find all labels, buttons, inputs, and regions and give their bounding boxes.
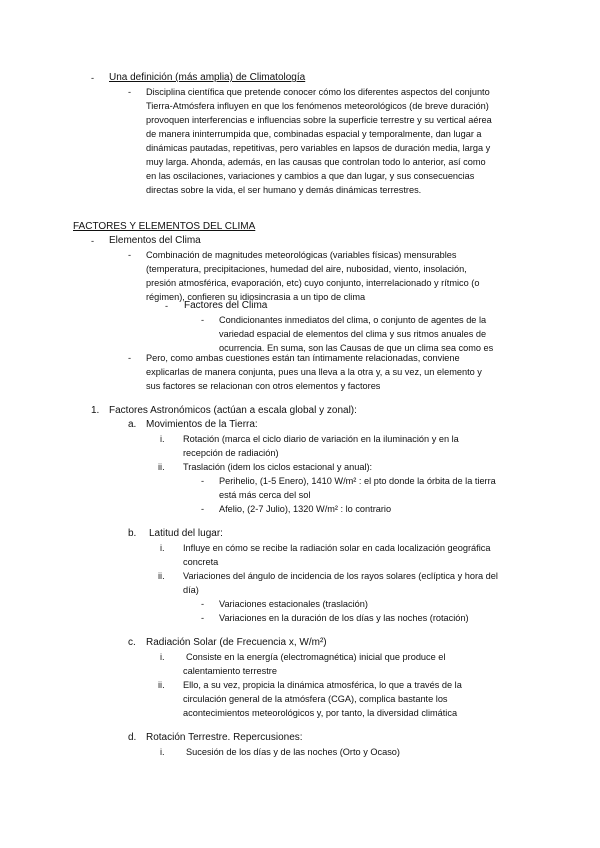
dinamica-text-line: Ello, a su vez, propicia la dinámica atmosférica, lo que a través de la	[183, 680, 462, 690]
rotacion-text-line: recepción de radiación)	[183, 448, 279, 458]
elementos-text-line: presión atmosférica, evaporación, etc) cuyo conjunto, interrelacionado y rítmico (o	[146, 278, 480, 288]
angulo-text-line: día)	[183, 585, 199, 595]
factores-label: Factores del Clima	[184, 300, 268, 311]
list-letter: d.	[128, 732, 137, 743]
definition-text-line: muy larga. Ahonda, además, en las causas que controlan todo lo anterior, así como	[146, 157, 486, 167]
bullet-dash: -	[128, 353, 132, 363]
angulo-text-line: Variaciones del ángulo de incidencia de los rayos solares (eclíptica y hora del	[183, 571, 498, 581]
latitud-text-line: concreta	[183, 557, 219, 567]
list-roman: ii.	[158, 462, 165, 472]
bullet-dash: -	[91, 236, 95, 246]
list-letter: b.	[128, 528, 137, 539]
list-roman: ii.	[158, 680, 165, 690]
list-number: 1.	[91, 405, 100, 416]
elementos-text-line: (temperatura, precipitaciones, humedad del aire, nubosidad, viento, insolación,	[146, 264, 467, 274]
definition-text-line: en las oscilaciones, variaciones y cambios a que dan lugar, y sus consecuencias	[146, 171, 475, 181]
list-letter: a.	[128, 419, 137, 430]
latitud-label: Latitud del lugar:	[149, 528, 223, 539]
list-roman: i.	[160, 434, 165, 444]
list-roman: i.	[160, 747, 165, 757]
factores-text-line: Condicionantes inmediatos del clima, o conjunto de agentes de la	[219, 315, 487, 325]
definition-heading: Una definición (más amplia) de Climatología	[109, 72, 306, 83]
astronomicos-title: Factores Astronómicos (actúan a escala global y zonal):	[109, 405, 357, 416]
section-title: FACTORES Y ELEMENTOS DEL CLIMA	[73, 221, 256, 232]
traslacion-text-line: Traslación (idem los ciclos estacional y anual):	[183, 462, 373, 472]
definition-text-line: directas sobre la vida, el ser humano y demás dinámicas terrestres.	[146, 185, 422, 195]
radiacion-text-line: calentamiento terrestre	[183, 666, 277, 676]
perihelio-text-line: Perihelio, (1-5 Enero), 1410 W/m² : el pto donde la órbita de la tierra	[219, 476, 496, 486]
bullet-dash: -	[201, 504, 205, 514]
list-roman: i.	[160, 543, 165, 553]
bullet-dash: -	[165, 301, 169, 311]
dinamica-text-line: acontecimientos meteorológicos y, por tanto, la diversidad climática	[183, 708, 458, 718]
radiacion-text-line: Consiste en la energía (electromagnética) inicial que produce el	[186, 652, 446, 662]
list-letter: c.	[128, 637, 136, 648]
list-roman: ii.	[158, 571, 165, 581]
bullet-dash: -	[201, 476, 205, 486]
pero-text-line: explicarlas de manera conjunta, pues una lleva a la otra y, a su vez, un elemento y	[146, 367, 482, 377]
rotacion-text-line: Rotación (marca el ciclo diario de variación en la iluminación y en la	[183, 434, 459, 444]
radiacion-label: Radiación Solar (de Frecuencia x, W/m²)	[146, 637, 327, 648]
elementos-label: Elementos del Clima	[109, 235, 201, 246]
bullet-dash: -	[201, 599, 205, 609]
dinamica-text-line: circulación general de la atmósfera (CGA), complica bastante los	[183, 694, 448, 704]
perihelio-text-line: está más cerca del sol	[219, 490, 311, 500]
movimientos-label: Movimientos de la Tierra:	[146, 419, 258, 430]
elementos-text-line: Combinación de magnitudes meteorológicas (variables físicas) mensurables	[146, 250, 457, 260]
elementos-text-line: régimen), confieren su idiosincrasia a un tipo de clima	[146, 292, 366, 302]
bullet-dash: -	[201, 315, 205, 325]
rotacion-terrestre-label: Rotación Terrestre. Repercusiones:	[146, 732, 303, 743]
bullet-dash: -	[128, 250, 132, 260]
definition-text-line: provoquen interferencias e influencias sobre la superficie terrestre y su vertical aérea	[146, 115, 492, 125]
latitud-text-line: Influye en cómo se recibe la radiación solar en cada localización geográfica	[183, 543, 491, 553]
variaciones-duracion: Variaciones en la duración de los días y las noches (rotación)	[219, 613, 469, 623]
variaciones-estacionales: Variaciones estacionales (traslación)	[219, 599, 368, 609]
definition-text-line: dinámicas pautadas, repetitivas, pero variables en lapsos de duración media, larga y	[146, 143, 491, 153]
sucesion-text-line: Sucesión de los días y de las noches (Orto y Ocaso)	[186, 747, 400, 757]
definition-text-line: de manera ininterrumpida que, combinadas espacial y temporalmente, dan lugar a	[146, 129, 482, 139]
factores-text-line: variedad espacial de elementos del clima y sus ritmos anuales de	[219, 329, 487, 339]
bullet-dash: -	[128, 87, 132, 97]
pero-text-line: Pero, como ambas cuestiones están tan íntimamente relacionadas, conviene	[146, 353, 460, 363]
list-roman: i.	[160, 652, 165, 662]
afelio-text-line: Afelio, (2-7 Julio), 1320 W/m² : lo contrario	[219, 504, 392, 514]
bullet-dash: -	[201, 613, 205, 623]
definition-text-line: Tierra-Atmósfera influyen en que los fenómenos meteorológicos (de breve duración)	[146, 101, 489, 111]
pero-text-line: sus factores se relacionan con otros elementos y factores	[146, 381, 381, 391]
definition-text-line: Disciplina científica que pretende conocer cómo los diferentes aspectos del conjunto	[146, 87, 490, 97]
factores-text-line: ocurrencia. En suma, son las Causas de que un clima sea como es	[219, 343, 494, 353]
bullet-dash: -	[91, 73, 95, 83]
